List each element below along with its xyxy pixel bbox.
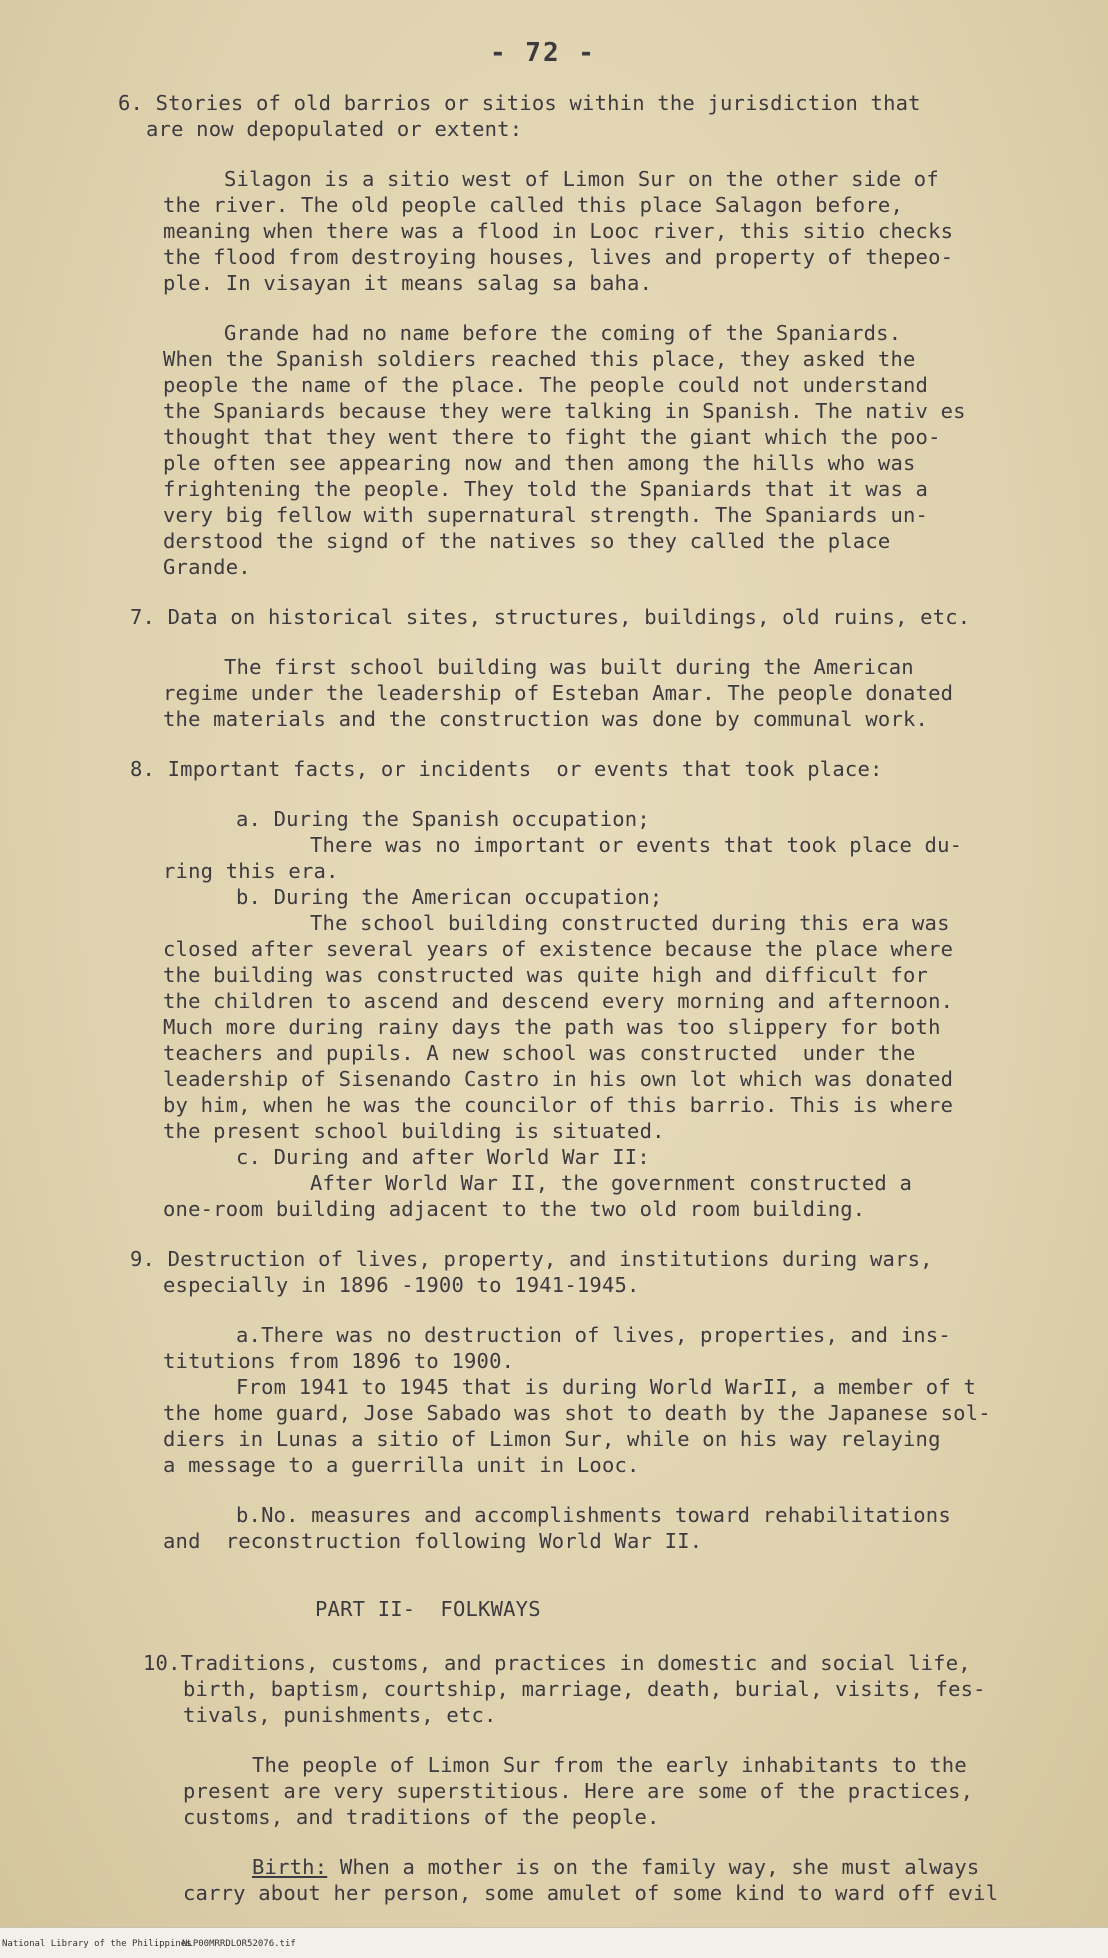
text-line: 10.Traditions, customs, and practices in domestic and social life, <box>143 1651 971 1675</box>
text-line: the Spaniards because they were talking in Spanish. The nativ es <box>163 399 966 423</box>
text-line: are now depopulated or extent: <box>146 117 523 141</box>
text-line: a.There was no destruction of lives, properties, and ins- <box>236 1323 951 1347</box>
text-line: leadership of Sisenando Castro in his own lot which was donated <box>163 1067 954 1091</box>
text-line: From 1941 to 1945 that is during World WarII, a member of t <box>236 1375 976 1399</box>
text-line: the river. The old people called this place Salagon before, <box>163 193 903 217</box>
text-line: Grande. <box>163 555 251 579</box>
text-line: After World War II, the government constructed a <box>310 1171 913 1195</box>
text-line: ple often see appearing now and then among the hills who was <box>163 451 916 475</box>
text-line: b. During the American occupation; <box>236 885 663 909</box>
text-line: frightening the people. They told the Spaniards that it was a <box>163 477 929 501</box>
birth-label: Birth: <box>252 1855 328 1879</box>
text-line: the present school building is situated. <box>163 1119 665 1143</box>
text-line: When a mother is on the family way, she must always <box>339 1855 980 1879</box>
footer-file-name: NLP00MRRDLOR52076.tif <box>182 1939 296 1949</box>
scan-footer <box>0 1927 1108 1958</box>
text-line: the materials and the construction was done by communal work. <box>163 707 929 731</box>
text-line: the home guard, Jose Sabado was shot to death by the Japanese sol- <box>163 1401 991 1425</box>
text-line: customs, and traditions of the people. <box>183 1805 660 1829</box>
text-line: 8. Important facts, or incidents or events that took place: <box>130 757 883 781</box>
text-line: the building was constructed was quite high and difficult for <box>163 963 929 987</box>
text-line: The people of Limon Sur from the early inhabitants to the <box>252 1753 967 1777</box>
text-line: tivals, punishments, etc. <box>183 1703 497 1727</box>
text-line: Much more during rainy days the path was too slippery for both <box>163 1015 941 1039</box>
text-line: very big fellow with supernatural strength. The Spaniards un- <box>163 503 929 527</box>
text-line: c. During and after World War II: <box>236 1145 650 1169</box>
text-line: thought that they went there to fight the giant which the poo- <box>163 425 941 449</box>
text-line: 9. Destruction of lives, property, and institutions during wars, <box>130 1247 933 1271</box>
text-line: Grande had no name before the coming of the Spaniards. <box>224 321 902 345</box>
text-line: 6. Stories of old barrios or sitios within the jurisdiction that <box>118 91 921 115</box>
text-line: meaning when there was a flood in Looc river, this sitio checks <box>163 219 954 243</box>
section-heading: PART II- FOLKWAYS <box>315 1597 541 1621</box>
text-line: The school building constructed during this era was <box>310 911 950 935</box>
text-line: the flood from destroying houses, lives and property of thepeo- <box>163 245 954 269</box>
text-line: carry about her person, some amulet of some kind to ward off evil <box>183 1881 999 1905</box>
birth-paragraph-line <box>252 1854 979 1880</box>
text-line: closed after several years of existence because the place where <box>163 937 954 961</box>
text-line: Silagon is a sitio west of Limon Sur on the other side of <box>224 167 939 191</box>
text-line: teachers and pupils. A new school was constructed under the <box>163 1041 916 1065</box>
text-line: regime under the leadership of Esteban Amar. The people donated <box>163 681 954 705</box>
text-line: a. During the Spanish occupation; <box>236 807 650 831</box>
text-line: especially in 1896 -1900 to 1941-1945. <box>163 1273 640 1297</box>
text-line: present are very superstitious. Here are some of the practices, <box>183 1779 974 1803</box>
text-line: b.No. measures and accomplishments toward rehabilitations <box>236 1503 951 1527</box>
text-line: The first school building was built during the American <box>224 655 914 679</box>
text-line: one-room building adjacent to the two old room building. <box>163 1197 866 1221</box>
text-line: the children to ascend and descend every morning and afternoon. <box>163 989 954 1013</box>
text-line: diers in Lunas a sitio of Limon Sur, while on his way relaying <box>163 1427 941 1451</box>
text-line: a message to a guerrilla unit in Looc. <box>163 1453 640 1477</box>
text-line: and reconstruction following World War II. <box>163 1529 703 1553</box>
text-line: ple. In visayan it means salag sa baha. <box>163 271 653 295</box>
text-line: When the Spanish soldiers reached this place, they asked the <box>163 347 916 371</box>
text-line: titutions from 1896 to 1900. <box>163 1349 515 1373</box>
text-line: birth, baptism, courtship, marriage, death, burial, visits, fes- <box>183 1677 986 1701</box>
text-line: ring this era. <box>163 859 339 883</box>
text-line: by him, when he was the councilor of this barrio. This is where <box>163 1093 954 1117</box>
footer-library-name: National Library of the Philippines <box>2 1939 192 1949</box>
text-line: derstood the signd of the natives so they called the place <box>163 529 891 553</box>
text-line: There was no important or events that took place du- <box>310 833 963 857</box>
page-number: - 72 - <box>490 38 596 68</box>
text-line: people the name of the place. The people could not understand <box>163 373 929 397</box>
text-line: 7. Data on historical sites, structures, buildings, old ruins, etc. <box>130 605 971 629</box>
